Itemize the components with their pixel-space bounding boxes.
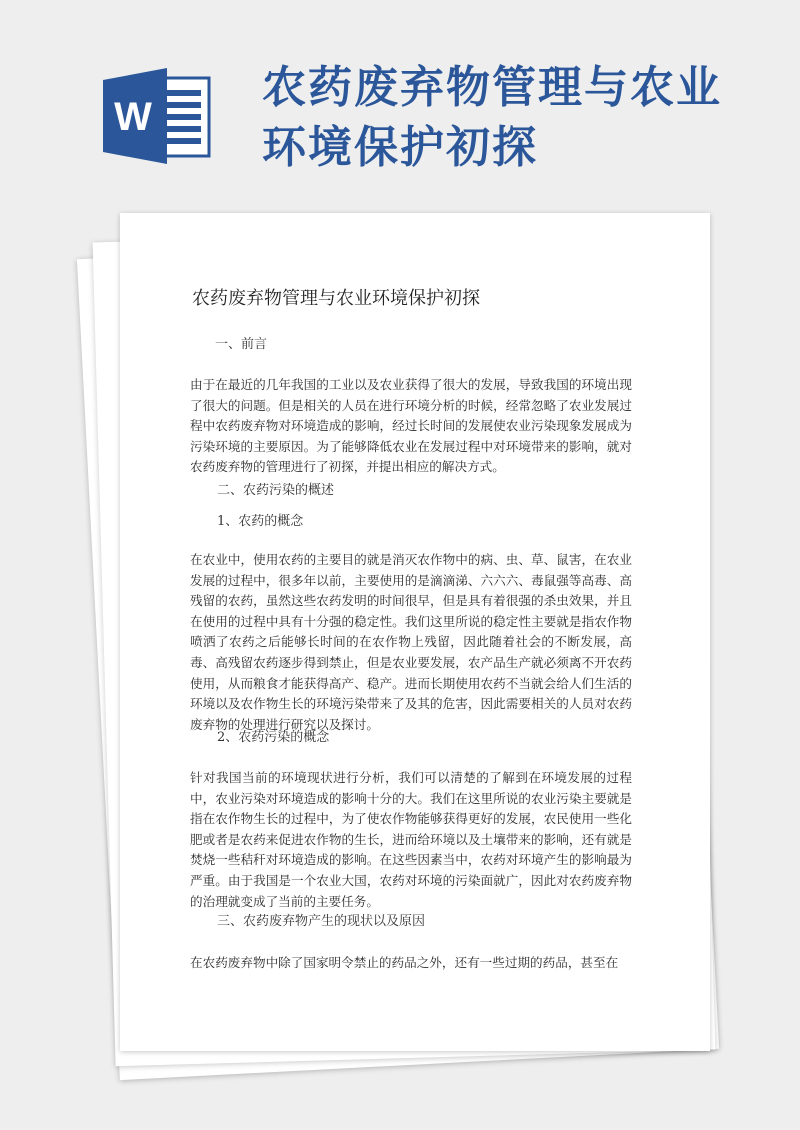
word-icon-letter: W [114,95,152,139]
page-title [262,58,722,178]
paragraph: 由于在最近的几年我国的工业以及农业获得了很大的发展，导致我国的环境出现了很大的问题。但是相关的人员在进行环境分析的时候，经常忽略了农业发展过程中农药废弃物对环境造成的影响，经过长时间的发展使农业污染现象发展成为污染环境的主要原因。为了能够降低农业在发展过程中对环境带来的影响，就对农药废弃物的管理进行了初探，并提出相应的解决方式。 [190,377,632,475]
document-title: 农药废弃物管理与农业环境保护初探 [192,288,480,309]
subsection-heading: 2、农药污染的概念 [217,730,330,745]
paragraph: 针对我国当前的环境现状进行分析，我们可以清楚的了解到在环境发展的过程中，农业污染对环境造成的影响十分的大。我们在这里所说的农业污染主要就是指在农作物生长的过程中，为了使农作物能够获得更好的发展，农民使用一些化肥或者是农药来促进农作物的生长，进而给环境以及土壤带来的影响，还有就是焚烧一些秸秆对环境造成的影响。在这些因素当中，农药对环境产生的影响最为严重。由于我国是一个农业大国，农药对环境的污染面就广，因此对农药废弃物的治理就变成了当前的主要任务。 [190,770,632,909]
word-document-icon [103,68,215,164]
document-page [120,213,710,1051]
section-heading: 二、农药污染的概述 [217,483,335,498]
paragraph: 在农业中，使用农药的主要目的就是消灭农作物中的病、虫、草、鼠害，在农业发展的过程中，很多年以前，主要使用的是滴滴涕、六六六、毒鼠强等高毒、高残留的农药，虽然这些农药发明的时间很早，但是具有着很强的杀虫效果，并且在使用的过程中具有十分强的稳定性。我们这里所说的稳定性主要就是指农作物喷洒了农药之后能够长时间的在农作物上残留，因此随着社会的不断发展，高毒、高残留农药逐步得到禁止，但是农业要发展，农产品生产就必须离不开农药使用，从而粮食才能获得高产、稳产。进而长期使用农药不当就会给人们生活的环境以及农作物生长的环境污染带来了及其的危害，因此需要相关的人员对农药废弃物的处理进行研究以及探讨。 [190,552,632,732]
section-heading: 三、农药废弃物产生的现状以及原因 [217,914,426,929]
section-heading: 一、前言 [215,337,268,352]
subsection-heading: 1、农药的概念 [217,514,304,529]
page-title-line-1: 农药废弃物管理与农业 [262,62,722,113]
paragraph: 在农药废弃物中除了国家明令禁止的药品之外，还有一些过期的药品，甚至在 [190,955,619,970]
page-title-line-2: 环境保护初探 [262,122,538,173]
